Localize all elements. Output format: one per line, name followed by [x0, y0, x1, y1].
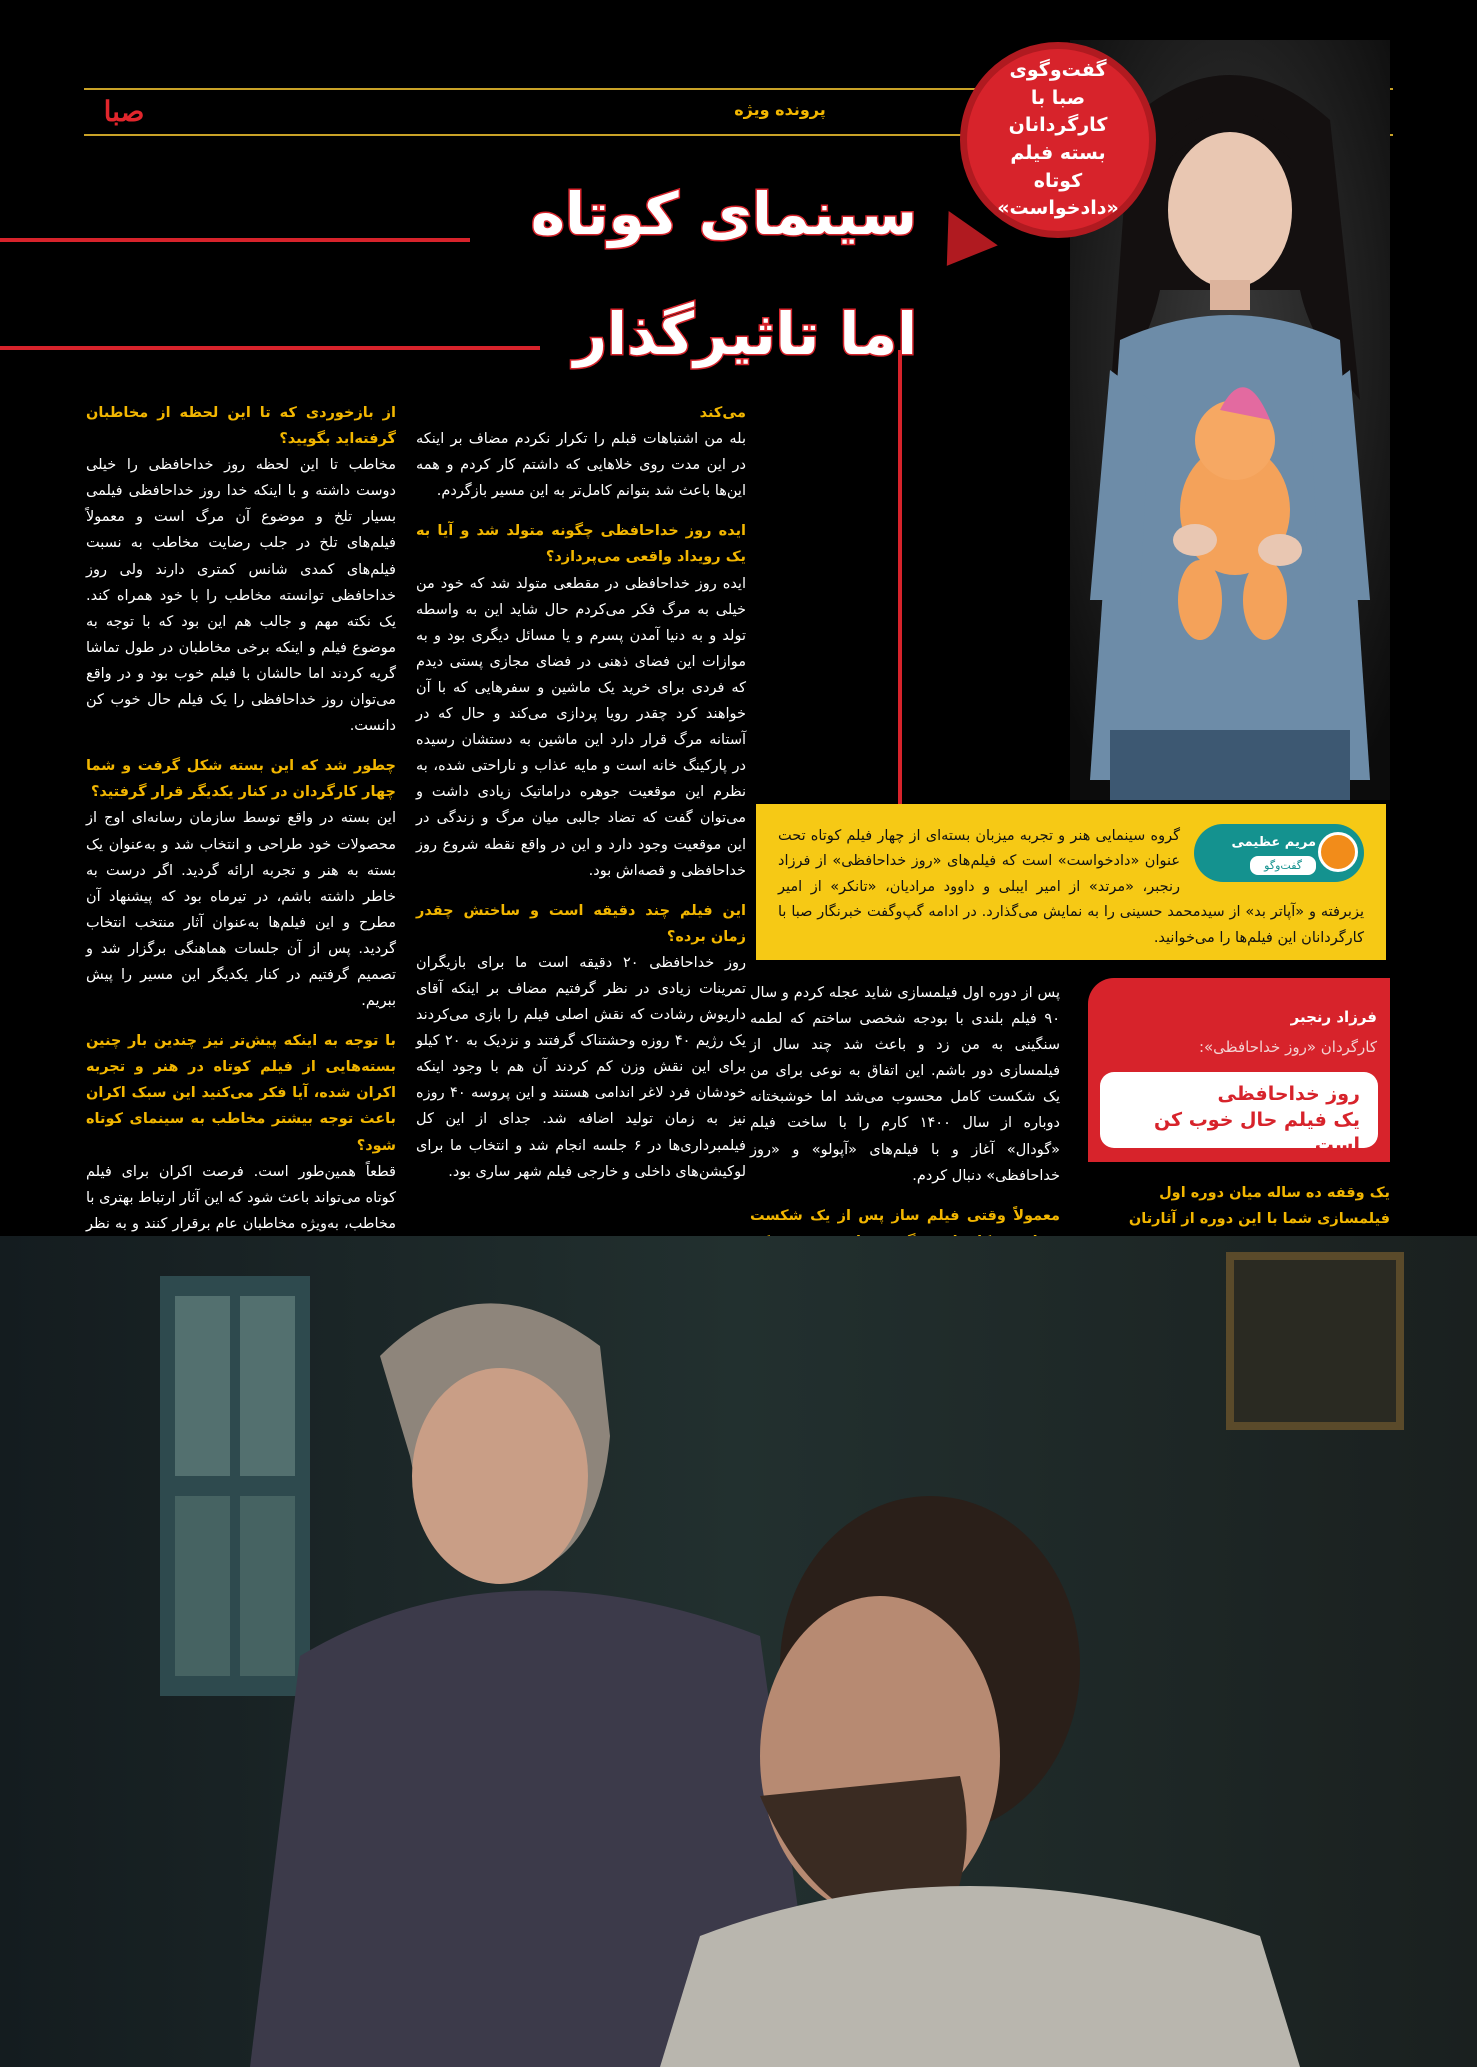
author-role: گفت‌وگو: [1250, 856, 1316, 875]
title-rule-2: [0, 346, 540, 350]
film-still-photo: [0, 1236, 1477, 2067]
section-label: پرونده ویژه: [734, 100, 826, 119]
bubble-tail: [922, 211, 998, 283]
column-rule: [898, 350, 902, 810]
question: معمولاً وقتی فیلم ساز پس از یک شکست: [750, 1207, 1060, 1224]
pull-quote-line-1: روز خداحافظی: [1217, 1083, 1360, 1105]
headline-line-2: اما تاثیرگذار: [573, 300, 917, 368]
answer: این بسته در واقع توسط سازمان رسانه‌ای اوج از محصولات خود طراحی و انتخاب شد و به‌عنوان یک بسته به هنر و تجربه ارائه گردید. اگر درست به خاطر داشته باشم، در تیرماه بود که پیشنهاد آن مطرح و این فیلم‌ها به‌عنوان آثار منتخب انتخاب گردید. پس از آن جلسات هماهنگی برگزار شد و تصمیم گرفتیم در کنار یکدیگر این مسیر را پیش ببریم.: [86, 810, 396, 1010]
magazine-logo: صبا: [103, 95, 145, 128]
director-name: فرزاد رنجبر: [1290, 1008, 1377, 1026]
question: چطور شد که این بسته شکل گرفت و شما چهار کارگردان در کنار یکدیگر قرار گرفتید؟: [86, 758, 396, 801]
question: ایده روز خداحافظی چگونه متولد شد و آیا به یک رویداد واقعی می‌پردازد؟: [416, 523, 746, 566]
bubble-line-2: صبا با کارگردانان: [1008, 86, 1108, 137]
headline-line-1: سینمای کوتاه: [530, 180, 917, 248]
text-column-left: [86, 400, 396, 1263]
pull-quote-line-2: یک فیلم حال خوب کن است: [1153, 1108, 1360, 1157]
answer: مخاطب تا این لحظه روز خداحافظی را خیلی دوست داشته و با اینکه خدا روز خداحافظی فیلمی بسیار تلخ و موضوع آن مرگ است و معمولاً فیلم‌های تلخ در جلب رضایت مخاطب به نسبت فیلم‌های کمدی شانس کمتری دارند ولی روز خداحافظی توانسته مخاطب را با خود همراه کند. یک نکته مهم و جالب هم این بود که با توجه به موضوع فیلم و اینکه برخی مخاطبان در طول تماشا گریه کردند اما حالشان با فیلم خوب بود و در واقع می‌توان روز خداحافظی را یک فیلم حال خوب کن دانست.: [86, 457, 396, 735]
chat-bubble-icon: [1318, 832, 1358, 872]
bubble-line-3: بسته فیلم کوتاه: [1010, 142, 1106, 192]
intro-text: گروه سینمایی هنر و تجربه میزبان بسته‌ای از چهار فیلم کوتاه تحت عنوان «دادخواست» است که فیلم‌های «روز خداحافظی» از فرزاد رنجبر، «مرتد» از امیر ایبلی و داوود مرادیان، «تانکر» از امیر یزبرفته و «آپاتر بد» از سیدمحمد حسینی را به نمایش می‌گذارد. در ادامه گپ‌وگفت خبرنگار صبا با کارگردانان این فیلم‌ها را می‌خوانید.: [778, 828, 1364, 946]
bubble-line-4: «دادخواست»: [997, 197, 1119, 220]
answer: بله من اشتباهات قبلم را تکرار نکردم مضاف بر اینکه در این مدت روی خلاهایی که داشتم کار کردم و همه این‌ها باعث شد بتوانم کامل‌تر به این مسیر بازگردم.: [416, 431, 746, 500]
question: این فیلم چند دقیقه است و ساختش چقدر زمان برده؟: [416, 902, 746, 945]
answer: روز خداحافظی ۲۰ دقیقه است ما برای بازیگران تمرینات زیادی در نظر گرفتیم مضاف بر اینکه آقای داریوش رشادت که نقش اصلی فیلم را بازی می‌کردند یک رژیم ۴۰ روزه وحشتناک گرفتند و نزدیک به ۲۰ کیلو برای این نقش وزن کم کردند آن هم با وجود اینکه خودشان فرد لاغر اندامی هستند و این پروسه ۴۰ روزه نیز به زمان تولید اضافه شد. جدای از این کل فیلمبرداری‌ها در ۶ جلسه انجام شد و انتخاب ما برای لوکیشن‌های داخلی و خارجی فیلم شهر ساری بود.: [416, 954, 747, 1180]
author-name: مریم عظیمی: [1231, 835, 1316, 850]
pull-quote: [1100, 1072, 1378, 1157]
answer: ایده روز خداحافظی در مقطعی متولد شد که خود من خیلی به مرگ فکر می‌کردم حال شاید این به واسطه تولد و به دنیا آمدن پسرم و یا مسائل دیگری بود و به موازات این فضای ذهنی در فضای مجازی پستی دیدم که فردی برای خرید یک ماشین و سفرهایی که با آن خواهند کرد چقدر رویا پردازی می‌کند و حال که در آستانه مرگ قرار دارد این ماشین به دستشان رسیده در پارکینگ خانه است و مایه عذاب و ناراحتی شده، به نظرم این موقعیت جوهره دراماتیک زیادی داشت و می‌توان گفت که تضاد جالبی میان مرگ و زندگی در این موقعیت وجود دارد و این در واقع نقطه شروع روز خداحافظی و قصه‌اش بود.: [416, 575, 746, 879]
answer: قطعاً همین‌طور است. فرصت اکران برای فیلم کوتاه می‌تواند باعث شود که این آثار ارتباط بهتری با مخاطب، به‌ویژه مخاطبان عام برقرار کنند و به نظر: [86, 1163, 396, 1232]
answer: پس از دوره اول فیلمسازی شاید عجله کردم و سال ۹۰ فیلم بلندی با بودجه شخصی ساختم که لطمه سنگینی به من زد و باعث شد چند سال از فیلمسازی دور باشم. این اتفاق به نوعی برای من یک شکست کامل محسوب می‌شد اما خوشبختانه دوباره از سال ۱۴۰۰ کارم را با ساخت فیلم «گودال» آغاز و با فیلم‌های «آپولو» و «روز خداحافظی» دنبال کردم.: [750, 985, 1060, 1184]
intro-box: [756, 804, 1386, 960]
question: با توجه به اینکه پیش‌تر نیز چندین بار چنین بسته‌هایی از فیلم کوتاه در هنر و تجربه اکران شده، آیا فکر می‌کنید این سبک اکران باعث توجه بیشتر مخاطب به سینمای کوتاه شود؟: [86, 1033, 396, 1154]
question-continued: می‌کند: [699, 405, 746, 421]
text-column-middle: [416, 400, 746, 1185]
question: یک وقفه ده ساله میان دوره اول فیلمسازی شما با این دوره از آثارتان: [1128, 1185, 1390, 1228]
title-rule-1: [0, 238, 470, 242]
bubble-line-1: گفت‌وگوی: [1009, 59, 1107, 82]
author-badge: [1194, 824, 1364, 882]
director-role: کارگردان «روز خداحافظی»:: [1198, 1038, 1377, 1056]
question: از بازخوردی که تا این لحظه از مخاطبان گرفته‌اید بگویید؟: [86, 405, 396, 448]
interview-bubble: [960, 42, 1156, 238]
